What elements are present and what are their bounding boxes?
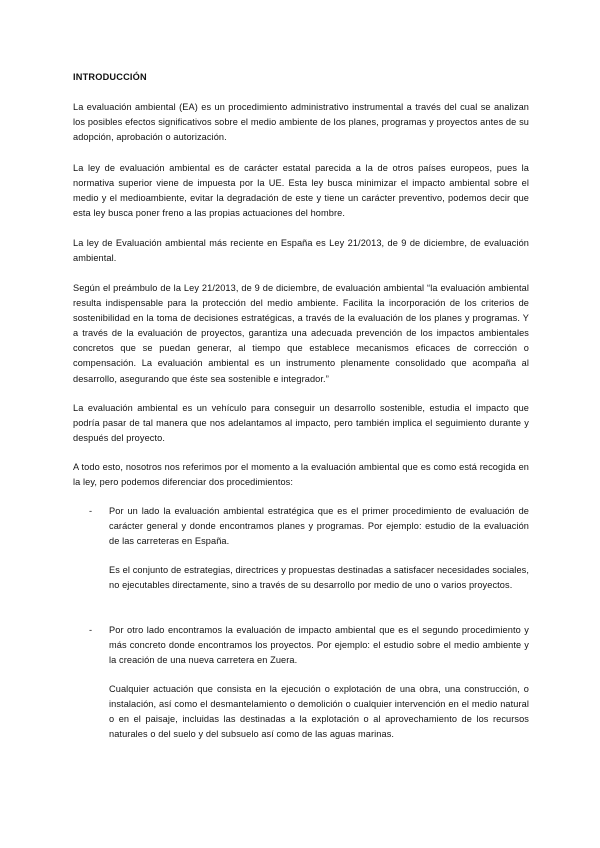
paragraph-ley-reciente: La ley de Evaluación ambiental más reciente en España es Ley 21/2013, de 9 de diciembre, de evaluación ambiental.	[73, 238, 529, 264]
section-heading: INTRODUCCIÓN	[73, 72, 147, 82]
bullet-detail-impacto: Cualquier actuación que consista en la ejecución o explotación de una obra, una construcción, o instalación, así como el desmantelamiento o demolición o cualquier intervención en el medio natural o en el paisaje, incluidas las destinadas a la explotación o al aprovechamiento de los recursos naturales o del suelo y del subsuelo así como de las aguas marinas.	[109, 684, 529, 740]
bullet-marker: -	[89, 506, 93, 516]
bullet-marker: -	[89, 625, 93, 635]
paragraph-intro: La evaluación ambiental (EA) es un procedimiento administrativo instrumental a través del cual se analizan los posibles efectos significativos sobre el medio ambiente de los planes, programas y proyectos antes de su adopción, aprobación o autorización.	[73, 102, 529, 143]
paragraph-procedimientos: A todo esto, nosotros nos referimos por el momento a la evaluación ambiental que es como está recogida en la ley, pero podemos diferenciar dos procedimientos:	[73, 462, 529, 488]
bullet-item-estrategica: Por un lado la evaluación ambiental estratégica que es el primer procedimiento de evaluación de carácter general y donde encontramos planes y programas. Por ejemplo: estudio de la evaluación de las carreteras en España.	[109, 506, 529, 547]
bullet-detail-estrategica: Es el conjunto de estrategias, directrices y propuestas destinadas a satisfacer necesidades sociales, no ejecutables directamente, sino a través de su desarrollo por medio de uno o varios proyectos.	[109, 565, 529, 591]
paragraph-ley-caracter: La ley de evaluación ambiental es de carácter estatal parecida a la de otros países europeos, pues la normativa superior viene de impuesta por la UE. Esta ley busca minimizar el impacto ambiental sobre el medio y el medioambiente, evitar la degradación de este y tiene un carácter preventivo, podemos decir que esta ley busca poner freno a las propias actuaciones del hombre.	[73, 163, 529, 219]
paragraph-preambulo: Según el preámbulo de la Ley 21/2013, de 9 de diciembre, de evaluación ambiental “la evaluación ambiental resulta indispensable para la protección del medio ambiente. Facilita la incorporación de los criterios de sostenibilidad en la toma de decisiones estratégicas, a través de la evaluación de los planes y programas. Y a través de la evaluación de proyectos, garantiza una adecuada prevención de los impactos ambientales concretos que se puedan generar, al tiempo que establece mecanismos eficaces de corrección o compensación. La evaluación ambiental es un instrumento plenamente consolidado que acompaña al desarrollo, asegurando que éste sea sostenible e integrador.”	[73, 283, 529, 384]
paragraph-vehiculo: La evaluación ambiental es un vehículo para conseguir un desarrollo sostenible, estudia el impacto que podría pasar de tal manera que nos adelantamos al impacto, pero también implica el seguimiento durante y después del proyecto.	[73, 403, 529, 444]
bullet-item-impacto: Por otro lado encontramos la evaluación de impacto ambiental que es el segundo procedimiento y más concreto donde encontramos los proyectos. Por ejemplo: el estudio sobre el medio ambiente y la creación de una nueva carretera en Zuera.	[109, 625, 529, 666]
